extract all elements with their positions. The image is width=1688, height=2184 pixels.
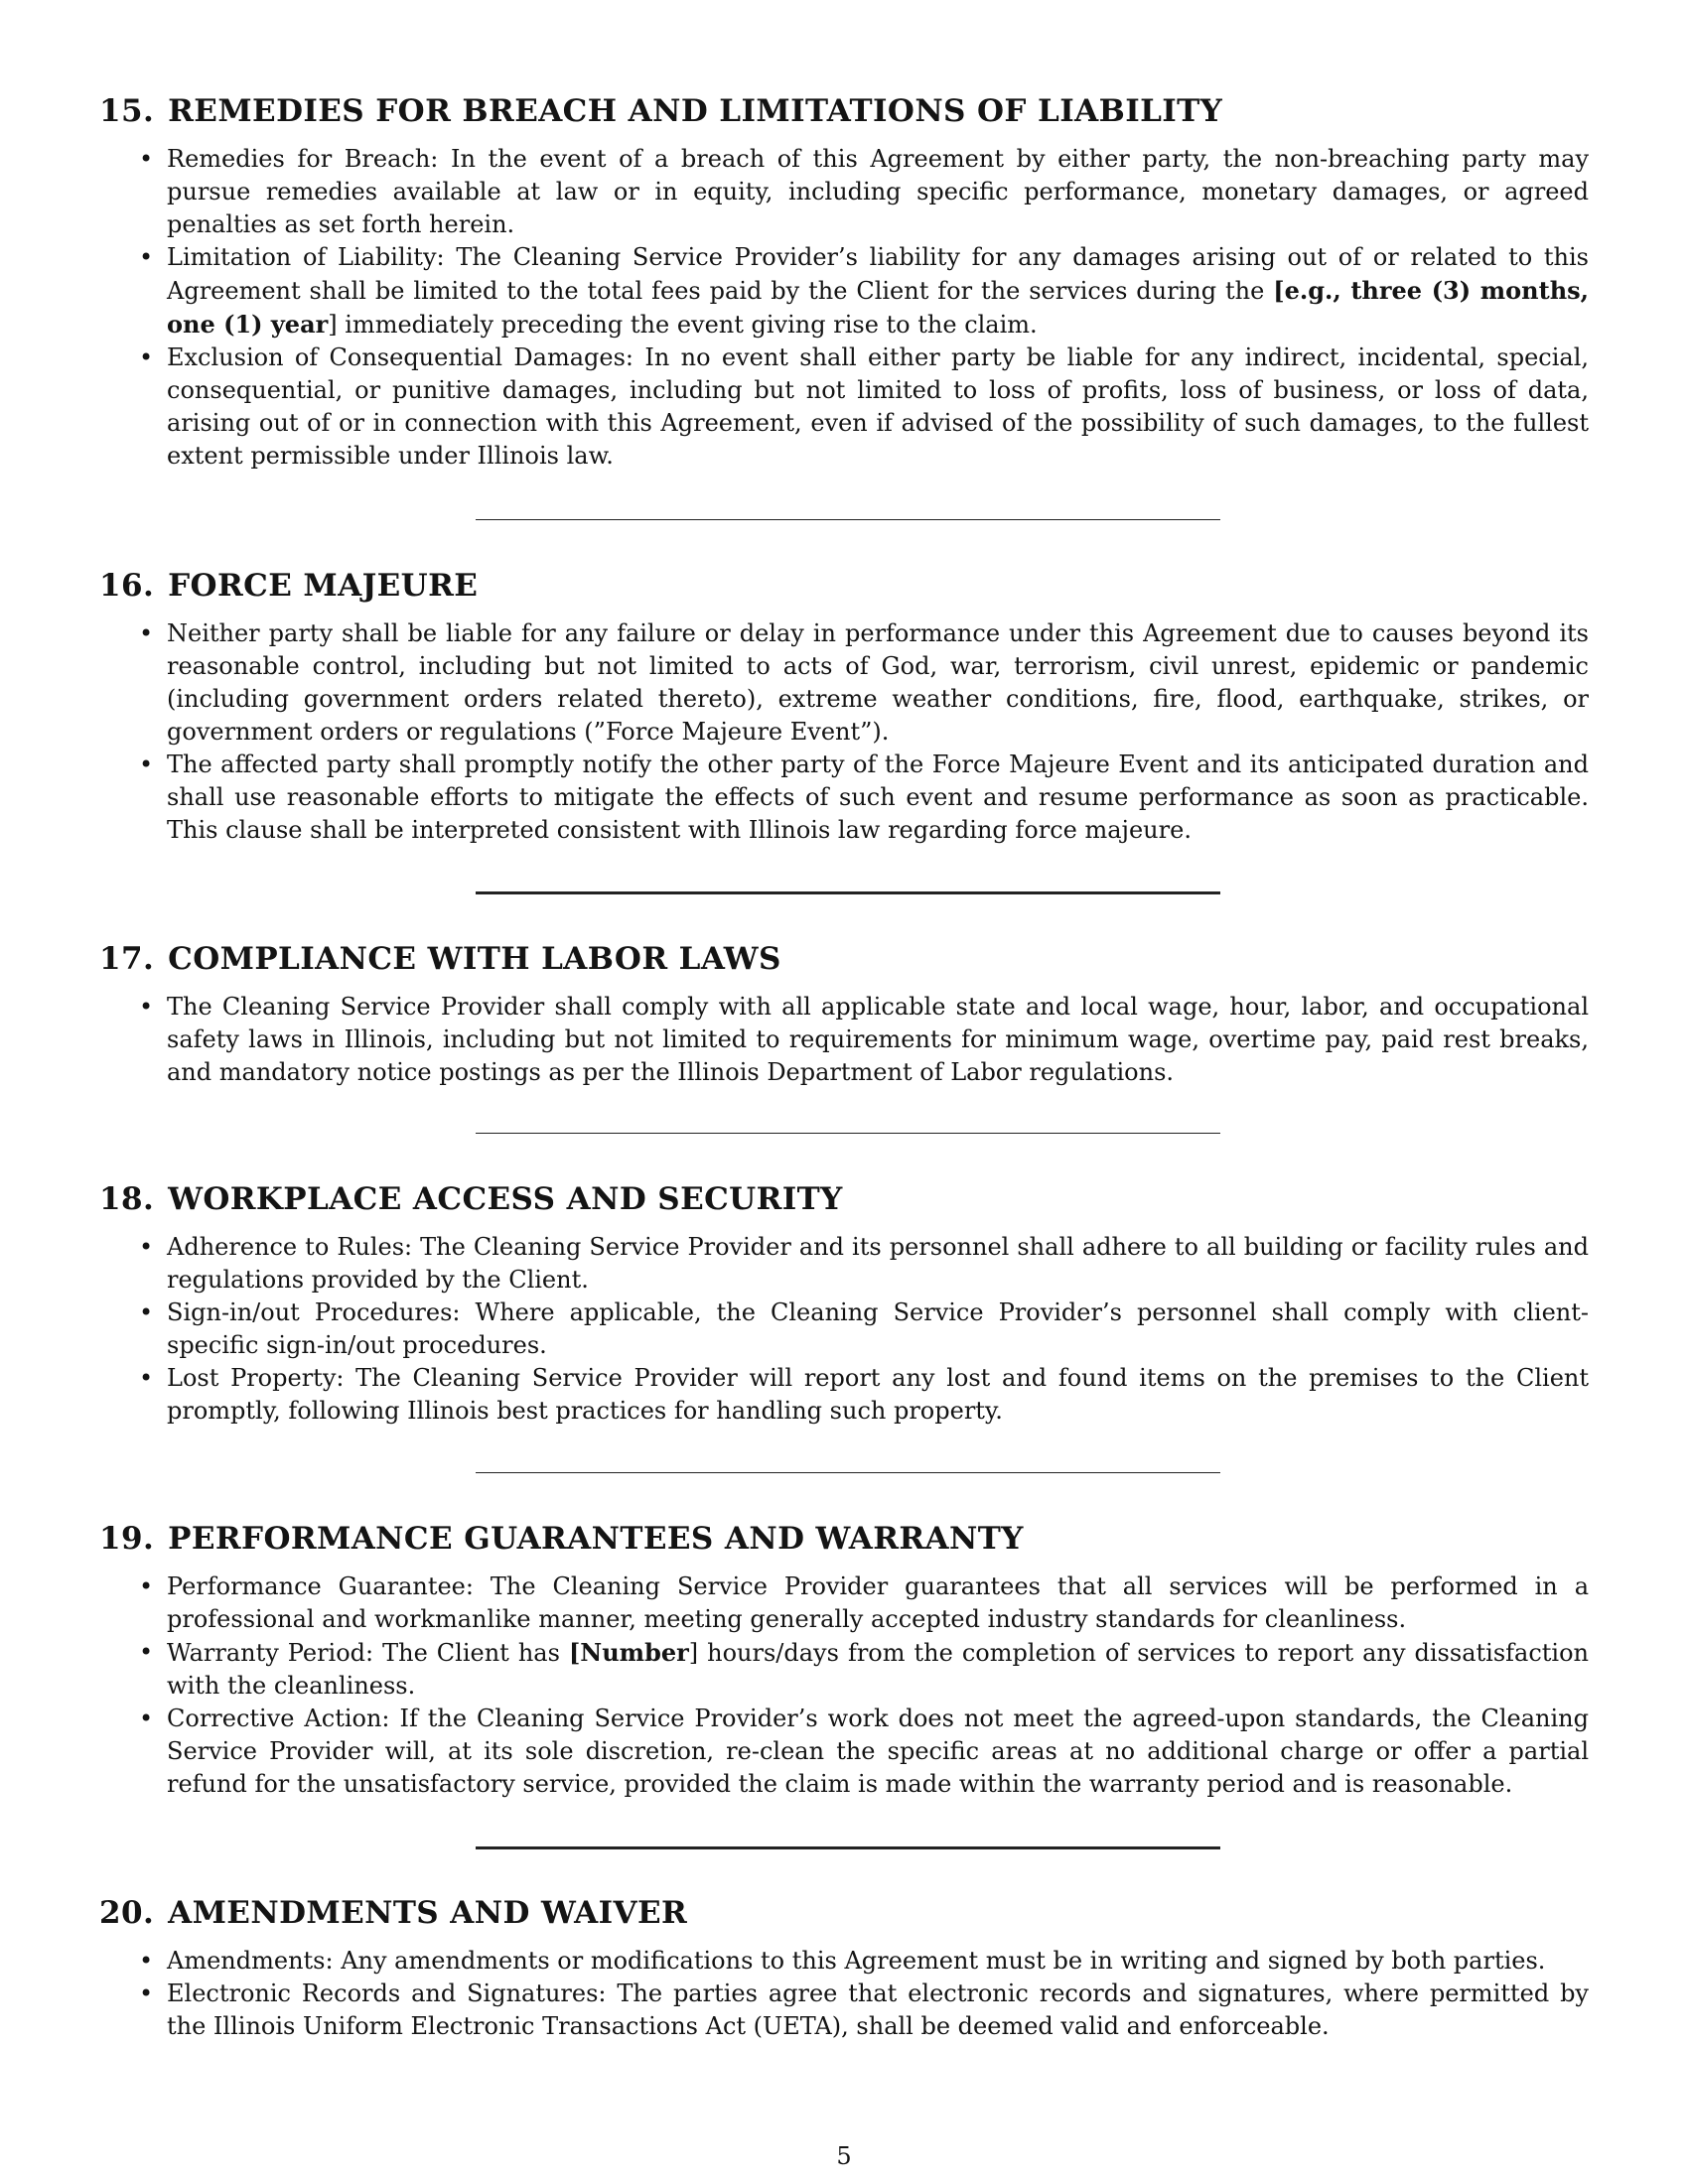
bullet-icon: • — [139, 1638, 154, 1666]
section-heading — [99, 1893, 1589, 1933]
bullet-icon: • — [139, 1947, 154, 1975]
bullet-icon: • — [139, 243, 154, 271]
placeholder-term: [e.g., three (3) months, one (1) year — [167, 276, 1590, 339]
section-number: 18. — [99, 1181, 155, 1217]
bullet-icon: • — [139, 343, 154, 371]
page-number: 5 — [836, 2142, 852, 2170]
bullet-list — [99, 1570, 1589, 1801]
section-19 — [99, 1519, 1589, 1801]
bullet-icon: • — [139, 1705, 154, 1732]
list-item: • Limitation of Liability: The Cleaning Service Provider’s liability for any damages arising out of or related to this Agreement shall be limited to the total fees paid by the Client for the services during the [e.g., three (3) months, one (1) year] immediately preceding the event giving rise to the claim. — [139, 243, 1590, 339]
bullet-list — [99, 991, 1589, 1089]
bullet-icon: • — [139, 993, 154, 1021]
section-title: AMENDMENTS AND WAIVER — [168, 1895, 688, 1931]
list-item: • Remedies for Breach: In the event of a breach of this Agreement by either party, the non-breaching party may pursue remedies available at law or in equity, including specific performance, monetary damages, or agreed penalties as set forth herein. — [139, 145, 1589, 238]
section-number: 15. — [99, 93, 155, 129]
bullet-icon: • — [139, 1572, 154, 1600]
section-divider — [476, 519, 1220, 520]
list-item: • The affected party shall promptly notify the other party of the Force Majeure Event and its anticipated duration and shall use reasonable efforts to mitigate the effects of such event and resume performance as soon as practicable. This clause shall be interpreted consistent with Illinois law regarding force majeure. — [139, 751, 1589, 844]
section-number: 20. — [99, 1895, 155, 1931]
section-divider — [476, 891, 1220, 894]
list-item: • Amendments: Any amendments or modifications to this Agreement must be in writing and signed by both parties. — [99, 1945, 1589, 1978]
section-title: REMEDIES FOR BREACH AND LIMITATIONS OF LIABILITY — [168, 93, 1223, 129]
bullet-list — [99, 1231, 1589, 1428]
section-divider — [476, 1133, 1220, 1134]
list-item: • Warranty Period: The Client has [Number] hours/days from the completion of services to report any dissatisfaction with the cleanliness. — [139, 1638, 1589, 1700]
list-item: • Performance Guarantee: The Cleaning Service Provider guarantees that all services will be performed in a professional and workmanlike manner, meeting generally accepted industry standards for cleanliness. — [139, 1572, 1589, 1633]
section-number: 19. — [99, 1521, 155, 1557]
list-item: • Adherence to Rules: The Cleaning Service Provider and its personnel shall adhere to all building or facility rules and regulations provided by the Client. — [139, 1233, 1589, 1294]
bullet-icon: • — [139, 1233, 154, 1261]
section-16 — [99, 566, 1589, 847]
list-item: • Exclusion of Consequential Damages: In no event shall either party be liable for any indirect, incidental, special, consequential, or punitive damages, including but not limited to loss of profits, loss of business, or loss of data, arising out of or in connection with this Agreement, even if advised of the possibility of such damages, to the fullest extent permissible under Illinois law. — [139, 343, 1589, 470]
section-heading — [99, 91, 1589, 131]
section-number: 17. — [99, 941, 155, 977]
bullet-list — [99, 143, 1589, 473]
section-heading — [99, 1519, 1589, 1559]
section-heading — [99, 939, 1589, 979]
section-divider — [476, 1472, 1220, 1473]
section-title: PERFORMANCE GUARANTEES AND WARRANTY — [168, 1521, 1024, 1557]
bullet-icon: • — [139, 1364, 154, 1392]
bullet-list — [99, 1945, 1589, 2043]
bullet-icon: • — [139, 145, 154, 173]
section-heading — [99, 1179, 1589, 1219]
bullet-icon: • — [139, 751, 154, 778]
list-item: • The Cleaning Service Provider shall comply with all applicable state and local wage, hour, labor, and occupational safety laws in Illinois, including but not limited to requirements for minimum wage, overtime pay, paid rest breaks, and mandatory notice postings as per the Illinois Department of Labor regulations. — [139, 993, 1589, 1086]
section-number: 16. — [99, 568, 155, 604]
section-17 — [99, 939, 1589, 1089]
list-item: • Electronic Records and Signatures: The parties agree that electronic records and signatures, where permitted by the Illinois Uniform Electronic Transactions Act (UETA), shall be deemed valid and enforceable. — [139, 1979, 1589, 2040]
section-title: COMPLIANCE WITH LABOR LAWS — [168, 941, 781, 977]
section-heading — [99, 566, 1589, 606]
section-18 — [99, 1179, 1589, 1428]
section-title: FORCE MAJEURE — [168, 568, 479, 604]
list-item: • Lost Property: The Cleaning Service Provider will report any lost and found items on the premises to the Client promptly, following Illinois best practices for handling such property. — [139, 1364, 1589, 1425]
section-title: WORKPLACE ACCESS AND SECURITY — [168, 1181, 843, 1217]
bullet-icon: • — [139, 1979, 154, 2007]
bullet-icon: • — [139, 619, 154, 647]
list-item: • Neither party shall be liable for any failure or delay in performance under this Agreement due to causes beyond its reasonable control, including but not limited to acts of God, war, terrorism, civil unrest, epidemic or pandemic (including government orders related thereto), extreme weather conditions, fire, flood, earthquake, strikes, or government orders or regulations (”Force Majeure Event”). — [139, 619, 1589, 746]
section-20 — [99, 1893, 1589, 2043]
bullet-list — [99, 617, 1589, 847]
section-divider — [476, 1846, 1220, 1849]
section-15 — [99, 91, 1589, 473]
list-item: • Corrective Action: If the Cleaning Service Provider’s work does not meet the agreed-upon standards, the Cleaning Service Provider will, at its sole discretion, re-clean the specific areas at no additional charge or offer a partial refund for the unsatisfactory service, provided the claim is made within the warranty period and is reasonable. — [139, 1705, 1589, 1798]
bullet-icon: • — [139, 1298, 154, 1326]
list-item: • Sign-in/out Procedures: Where applicable, the Cleaning Service Provider’s personnel shall comply with client-specific sign-in/out procedures. — [139, 1298, 1589, 1359]
placeholder-term: [Number — [568, 1638, 689, 1667]
